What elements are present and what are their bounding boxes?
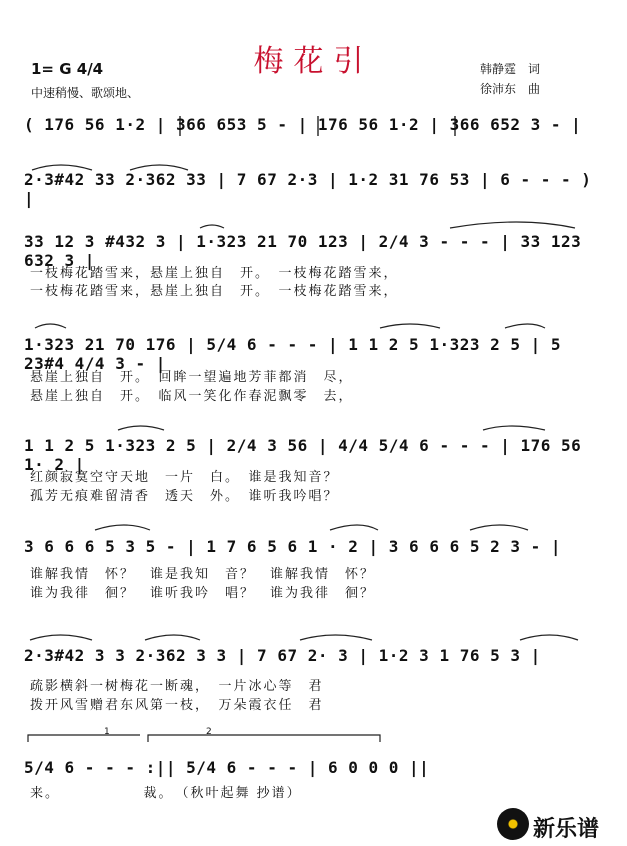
tempo-marking: 中速稍慢、歌颂地、 [31,86,140,100]
ending-2-label: 2 [206,727,212,737]
lyric-line-6-verse-1: 谁解我情 怀？ 谁是我知 音？ 谁解我情 怀？ [30,567,376,582]
notation-line-4: 1·323 21 70 176 | 5/4 6 - - - | 1 1 2 5 1·323 2 5 | 5 23#4 4/4 3 - | [24,335,562,373]
lyric-line-7-verse-1: 疏影横斜一树梅花一断魂， 一片冰心等 君 [30,679,324,694]
notation-line-1: ( 176 56 1·2 | 366 653 5 - | 176 56 1·2 | 366 652 3 - | [24,115,582,134]
ending-1-label: 1 [104,727,110,737]
key-signature: 1= G 4/4 [31,60,104,78]
lyric-line-4-verse-2: 悬崖上独自 开。 临风一笑化作春泥飘零 去， [30,389,354,404]
watermark-logo-text: 新乐谱 [533,817,600,842]
notation-line-8: 5/4 6 - - - :|| 5/4 6 - - - | 6 0 0 0 || [24,758,430,777]
lyric-line-3-verse-1: 一枝梅花踏雪来，悬崖上独自 开。 一枝梅花踏雪来， [30,266,399,281]
lyric-line-4-verse-1: 悬崖上独自 开。 回眸一望遍地芳菲都消 尽， [30,370,354,385]
vinyl-disc-icon [497,808,529,840]
notation-line-7: 2·3#42 3 3 2·362 3 3 | 7 67 2· 3 | 1·2 3 1 76 5 3 | [24,646,541,665]
notation-line-3: 33 12 3 #432 3 | 1·323 21 70 123 | 2/4 3 - - - | 33 123 632 3 | [24,232,582,270]
notation-line-2: 2·3#42 33 2·362 33 | 7 67 2·3 | 1·2 31 76 53 | 6 - - - ) | [24,170,592,208]
lyric-line-3-verse-2: 一枝梅花踏雪来，悬崖上独自 开。 一枝梅花踏雪来， [30,284,399,299]
lyric-line-5-verse-1: 红颜寂寞空守天地 一片 白。 谁是我知音？ [30,470,339,485]
lyric-line-8: 来。 裁。 （秋叶起舞 抄谱） [30,786,302,801]
lyric-line-5-verse-2: 孤芳无痕难留清香 透天 外。 谁听我吟唱？ [30,489,339,504]
lyric-line-6-verse-2: 谁为我徘 徊？ 谁听我吟 唱？ 谁为我徘 徊？ [30,586,376,601]
score-title: 梅花引 [253,44,374,79]
composer-credit: 徐沛东 曲 [480,82,541,96]
lyricist-credit: 韩静霆 词 [480,62,541,76]
notation-line-6: 3 6 6 6 5 3 5 - | 1 7 6 5 6 1 · 2 | 3 6 6 6 5 2 3 - | [24,537,562,556]
lyric-line-7-verse-2: 拨开风雪赠君东风第一枝， 万朵霞衣任 君 [30,698,324,713]
notation-line-5: 1 1 2 5 1·323 2 5 | 2/4 3 56 | 4/4 5/4 6 - - - | 176 56 1· 2 | [24,436,582,474]
